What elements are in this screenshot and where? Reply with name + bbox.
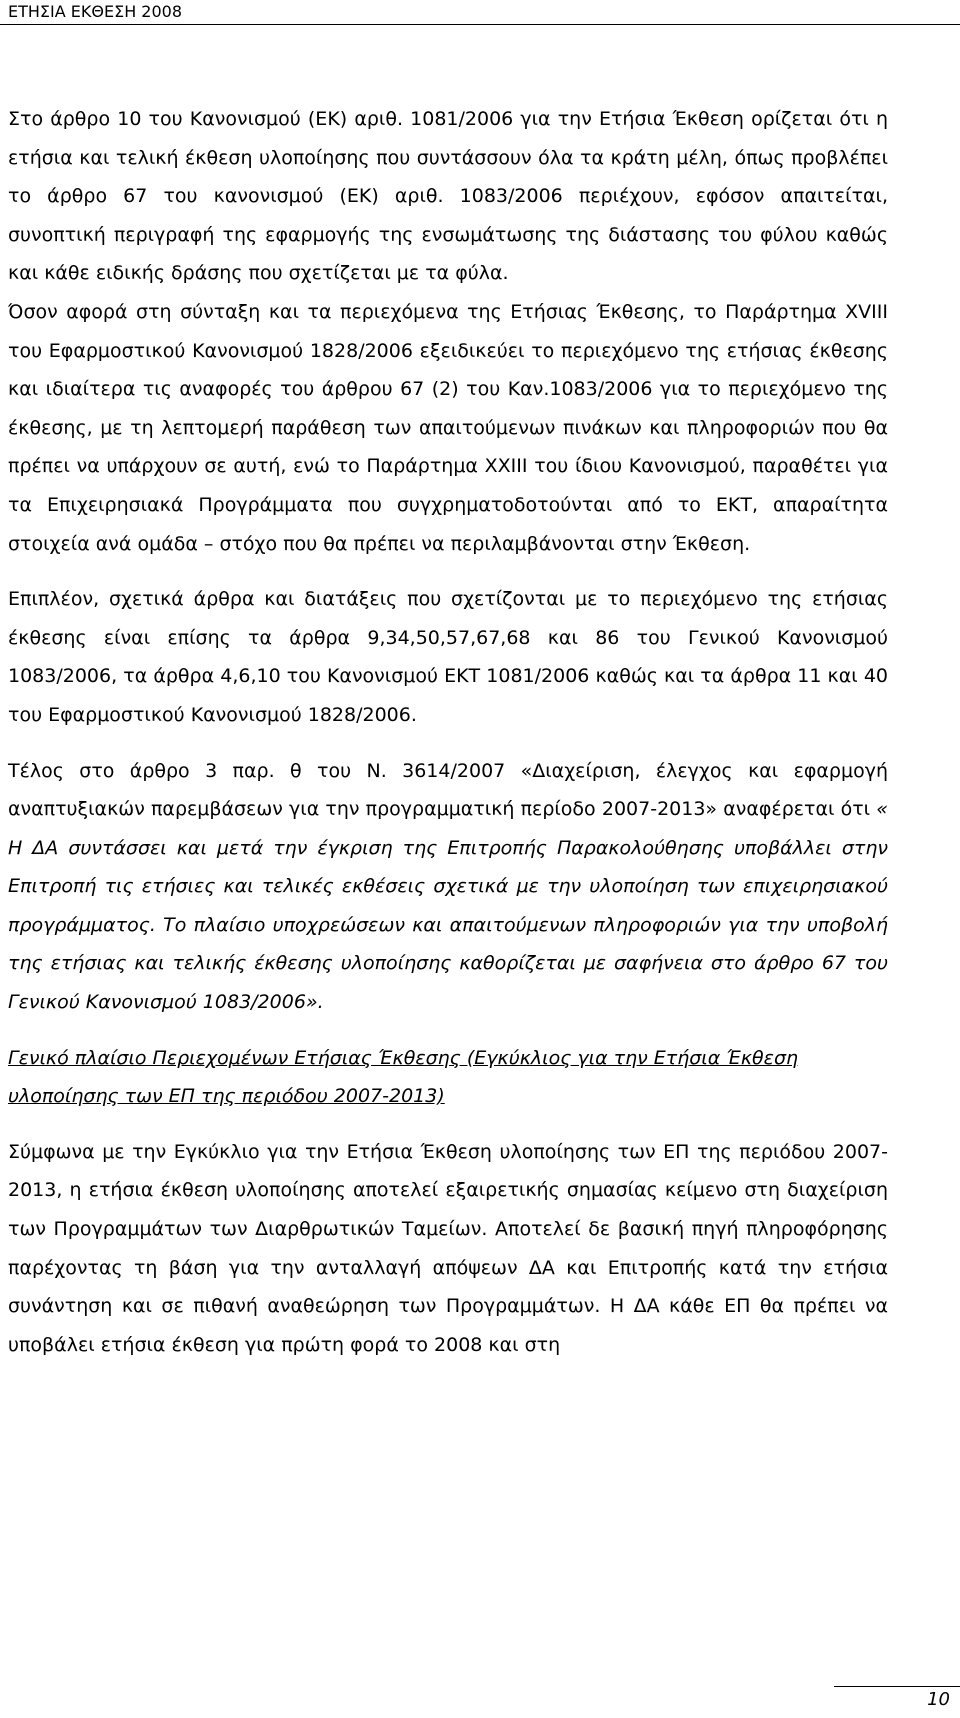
page-number: 10: [927, 1689, 950, 1710]
header-title: ΕΤΗΣΙΑ ΕΚΘΕΣΗ 2008: [8, 2, 183, 21]
document-body: [8, 100, 888, 1364]
page-footer: [0, 1664, 960, 1718]
section-heading: Γενικό πλαίσιο Περιεχομένων Ετήσιας Έκθεσης (Εγκύκλιος για την Ετήσια Έκθεση υλοποίησης των ΕΠ της περιόδου 2007-2013): [8, 1046, 799, 1108]
paragraph-law-3614-lead: Τέλος στο άρθρο 3 παρ. θ του Ν. 3614/2007 «Διαχείριση, έλεγχος και εφαρμογή αναπτυξιακών παρεμβάσεων για την προγραμματική περίοδο 2007-2013» αναφέρεται ότι: [8, 759, 888, 821]
header-divider: [0, 24, 960, 25]
paragraph-law-3614: [8, 752, 888, 1022]
footer-divider: [834, 1686, 960, 1687]
page-header: [0, 0, 960, 26]
paragraph-law-3614-quote: « Η ΔΑ συντάσσει και μετά την έγκριση της Επιτροπής Παρακολούθησης υποβάλλει στην Επιτροπή τις ετήσιες και τελικές εκθέσεις σχετικά με την υλοποίηση των επιχειρησιακού προγράμματος. Το πλαίσιο υποχρεώσεων και απαιτούμενων πληροφοριών για την υποβολή της ετήσιας και τελικής έκθεσης υλοποίησης καθορίζεται με σαφήνεια στο άρθρο 67 του Γενικού Κανονισμού 1083/2006».: [8, 798, 888, 1014]
paragraph-related-articles: Επιπλέον, σχετικά άρθρα και διατάξεις που σχετίζονται με το περιεχόμενο της ετήσιας έκθεσης είναι επίσης τα άρθρα 9,34,50,57,67,68 και 86 του Γενικού Κανονισμού 1083/2006, τα άρθρα 4,6,10 του Κανονισμού ΕΚΤ 1081/2006 καθώς και τα άρθρα 11 και 40 του Εφαρμοστικού Κανονισμού 1828/2006.: [8, 588, 888, 726]
paragraph-article-10: Στο άρθρο 10 του Κανονισμού (ΕΚ) αριθ. 1081/2006 για την Ετήσια Έκθεση ορίζεται ότι η ετήσια και τελική έκθεση υλοποίησης που συντάσσουν όλα τα κράτη μέλη, όπως προβλέπει το άρθρο 67 του κανονισμού (ΕΚ) αριθ. 1083/2006 περιέχουν, εφόσον απαιτείται, συνοπτική περιγραφή της εφαρμογής της ενσωμάτωσης της διάστασης του φύλου καθώς και κάθε ειδικής δράσης που σχετίζεται με τα φύλα.: [8, 108, 888, 285]
paragraph-circular: Σύμφωνα με την Εγκύκλιο για την Ετήσια Έκθεση υλοποίησης των ΕΠ της περιόδου 2007-2013, η ετήσια έκθεση υλοποίησης αποτελεί εξαιρετικής σημασίας κείμενο στη διαχείριση των Προγραμμάτων των Διαρθρωτικών Ταμείων. Αποτελεί δε βασική πηγή πληροφόρησης παρέχοντας τη βάση για την ανταλλαγή απόψεων ΔΑ και Επιτροπής κατά την ετήσια συνάντηση και σε πιθανή αναθεώρηση των Προγραμμάτων. Η ΔΑ κάθε ΕΠ θα πρέπει να υποβάλει ετήσια έκθεση για πρώτη φορά το 2008 και στη: [8, 1140, 888, 1356]
paragraph-annex-xviii: Όσον αφορά στη σύνταξη και τα περιεχόμενα της Ετήσιας Έκθεσης, το Παράρτημα XVIII του Εφαρμοστικού Κανονισμού 1828/2006 εξειδικεύει το περιεχόμενο της ετήσιας έκθεσης και ιδιαίτερα τις αναφορές του άρθρου 67 (2) του Καν.1083/2006 για το περιεχόμενο της έκθεσης, με τη λεπτομερή παράθεση των απαιτούμενων πινάκων και πληροφοριών που θα πρέπει να υπάρχουν σε αυτή, ενώ το Παράρτημα XXIII του ίδιου Κανονισμού, παραθέτει για τα Επιχειρησιακά Προγράμματα που συγχρηματοδοτούνται από το ΕΚΤ, απαραίτητα στοιχεία ανά ομάδα – στόχο που θα πρέπει να περιλαμβάνονται στην Έκθεση.: [8, 300, 888, 555]
